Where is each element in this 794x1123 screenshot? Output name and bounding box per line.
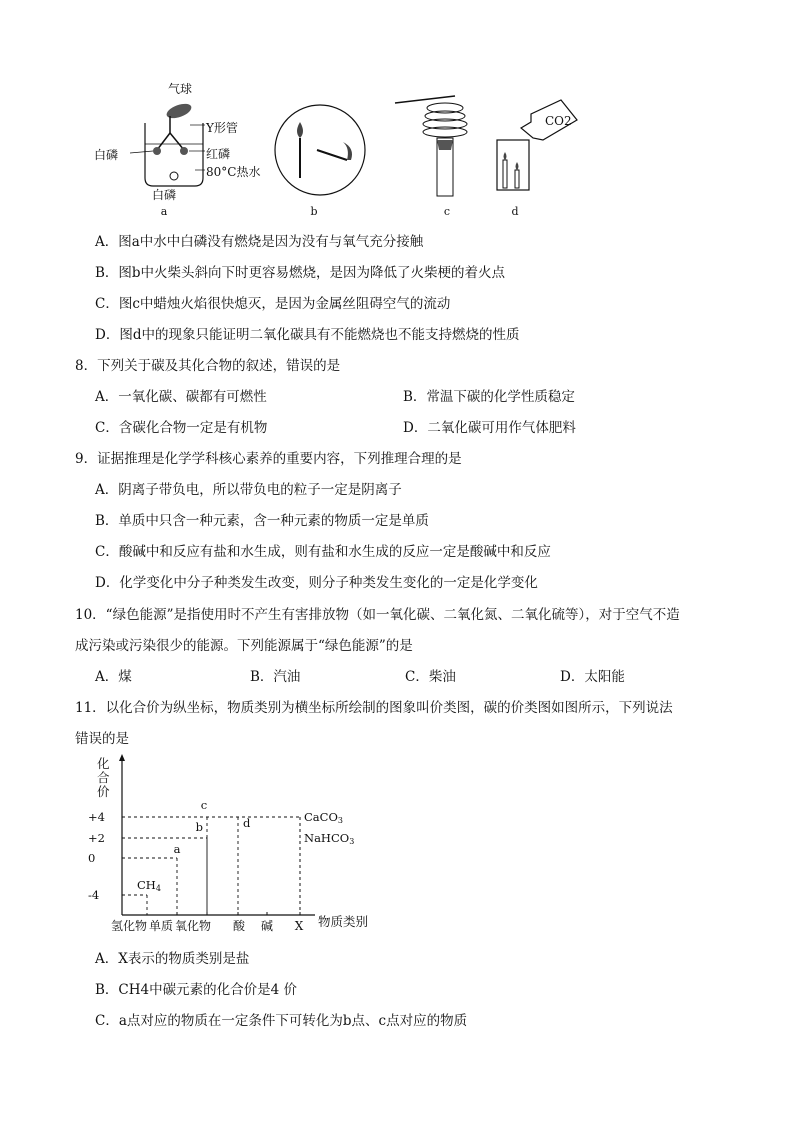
q10-option-b: B．汽油 [250, 669, 301, 685]
point-label-CaCO3: CaCO3 [304, 810, 343, 825]
q11-stem-line2: 错误的是 [75, 731, 129, 747]
point-label-b: b [195, 820, 203, 834]
figure-a-label: a [160, 205, 168, 218]
q11-option-b: B．CH4中碳元素的化合价是4 价 [95, 982, 297, 998]
q7-option-d: D．图d中的现象只能证明二氧化碳具有不能燃烧也不能支持燃烧的性质 [95, 327, 520, 343]
chart-ylabel: 化合价 [97, 756, 110, 799]
q10-option-c: C．柴油 [405, 669, 456, 685]
valence-class-chart [85, 752, 375, 932]
q8-option-b: B．常温下碳的化学性质稳定 [403, 389, 575, 405]
x-category-label-5: X [294, 919, 304, 932]
x-category-label-0: 氢化物 [111, 919, 148, 932]
q7-option-a: A．图a中水中白磷没有燃烧是因为没有与氧气充分接触 [95, 234, 424, 250]
figure-b-label: b [310, 205, 318, 218]
white-phosphorus-left-label: 白磷 [94, 148, 119, 162]
balloon-label: 气球 [168, 82, 193, 96]
point-label-a: a [173, 842, 181, 856]
point-label-NaHCO3: NaHCO3 [304, 831, 355, 846]
figure-a-drawing [130, 101, 205, 186]
q9-option-a: A．阴离子带负电，所以带负电的粒子一定是阴离子 [95, 482, 402, 498]
point-label-c: c [200, 798, 208, 812]
co2-bottle-label: CO2 [545, 114, 572, 128]
y-tick-label-3: -4 [88, 888, 100, 902]
x-category-label-2: 氧化物 [174, 919, 212, 932]
y-axis-arrow [119, 754, 125, 761]
q7-option-b: B．图b中火柴头斜向下时更容易燃烧，是因为降低了火柴梗的着火点 [95, 265, 506, 281]
balloon-shape [165, 101, 194, 121]
white-phosphorus-bottom-label: 白磷 [152, 188, 177, 202]
figure-c-label: c [443, 205, 451, 218]
figure-d-label: d [511, 205, 519, 218]
valence-chart-svg [85, 752, 375, 932]
q9-option-b: B．单质中只含一种元素，含一种元素的物质一定是单质 [95, 513, 429, 529]
figure-c-drawing [395, 96, 467, 196]
q9-option-c: C．酸碱中和反应有盐和水生成，则有盐和水生成的反应一定是酸碱中和反应 [95, 544, 551, 560]
q10-option-d: D．太阳能 [560, 669, 625, 685]
q8-option-a: A．一氧化碳、碳都有可燃性 [95, 389, 267, 405]
q11-option-a: A．X表示的物质类别是盐 [95, 951, 250, 967]
q8-stem: 8．下列关于碳及其化合物的叙述，错误的是 [75, 358, 341, 374]
y-tick-label-1: +2 [88, 831, 105, 845]
ytube-label: Y形管 [206, 121, 238, 135]
q8-option-d: D．二氧化碳可用作气体肥料 [403, 420, 576, 436]
x-category-label-4: 碱 [260, 919, 274, 932]
q11-option-c: C．a点对应的物质在一定条件下可转化为b点、c点对应的物质 [95, 1013, 468, 1029]
q10-stem-line1: 10．“绿色能源”是指使用时不产生有害排放物（如一氧化碳、二氧化氮、二氧化硫等），对于空气不造 [75, 607, 680, 623]
q7-option-c: C．图c中蜡烛火焰很快熄灭，是因为金属丝阻碍空气的流动 [95, 296, 451, 312]
x-category-label-3: 酸 [232, 919, 246, 932]
q11-stem-line1: 11．以化合价为纵坐标，物质类别为横坐标所绘制的图象叫价类图，碳的价类图如图所示，下列说法 [75, 700, 673, 716]
q8-option-c: C．含碳化合物一定是有机物 [95, 420, 268, 436]
figure-b-drawing [275, 105, 365, 195]
chart-xlabel: 物质类别 [318, 914, 369, 929]
q10-stem-line2: 成污染或污染很少的能源。下列能源属于“绿色能源”的是 [75, 638, 413, 654]
x-category-label-1: 单质 [148, 919, 174, 932]
q10-option-a: A．煤 [95, 669, 132, 685]
hot-water-label: 80°C热水 [206, 165, 261, 179]
q9-stem: 9．证据推理是化学学科核心素养的重要内容，下列推理合理的是 [75, 451, 462, 467]
q9-option-d: D．化学变化中分子种类发生改变，则分子种类发生变化的一定是化学变化 [95, 575, 538, 591]
point-label-d: d [243, 816, 251, 830]
y-tick-label-0: +4 [88, 810, 105, 824]
y-tick-label-2: 0 [88, 851, 96, 865]
red-phosphorus-label: 红磷 [206, 147, 231, 161]
point-label-CH4: CH4 [137, 878, 161, 893]
